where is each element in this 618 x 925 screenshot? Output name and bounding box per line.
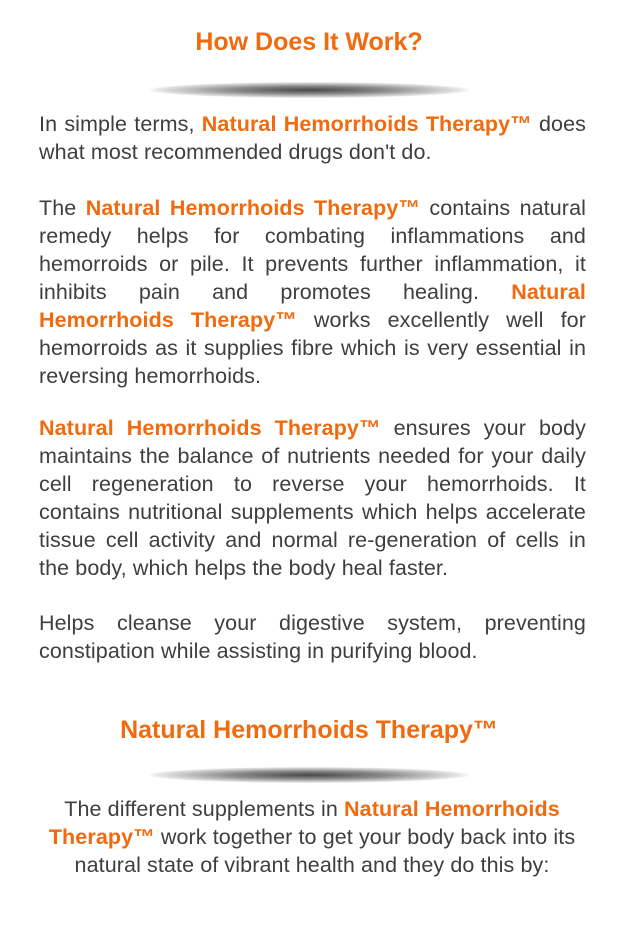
section-title-product: Natural Hemorrhoids Therapy™	[120, 716, 498, 744]
paragraph-text: ensures your body maintains the balance of nutrients needed for your daily cell regeneration to reverse your hemorrhoids. It contains nutritional supplements which helps accelerate tissue cell activity and normal re-generation of cells in the body, which helps the body heal faster.	[39, 416, 586, 580]
paragraph-contains	[39, 194, 586, 390]
paragraph-text: Helps cleanse your digestive system, preventing constipation while assisting in purifying blood.	[39, 611, 586, 663]
paragraph-intro	[39, 110, 586, 166]
section-title-how-it-works: How Does It Work?	[195, 28, 423, 56]
shadow-divider	[149, 82, 469, 98]
paragraph-text: work together to get your body back into its natural state of vibrant health and they do this by:	[74, 825, 576, 877]
paragraph-nutrients	[39, 414, 586, 582]
brand-name: Natural Hemorrhoids Therapy™	[39, 280, 586, 332]
paragraph-text: does what most recommended drugs don't do.	[39, 112, 586, 164]
paragraph-text: works excellently well for hemorroids as it supplies fibre which is very essential in reversing hemorrhoids.	[39, 308, 586, 388]
paragraph-cleanse	[39, 609, 586, 665]
shadow-divider	[149, 767, 469, 783]
paragraph-text: contains natural remedy helps for combating inflammations and hemorroids or pile. It prevents further inflammation, it inhibits pain and promotes healing.	[39, 196, 587, 304]
brand-name: Natural Hemorrhoids Therapy™	[39, 416, 381, 440]
paragraph-text: In simple terms,	[39, 112, 202, 136]
brand-name: Natural Hemorrhoids Therapy™	[48, 797, 560, 849]
brand-name: Natural Hemorrhoids Therapy™	[201, 112, 532, 136]
paragraph-text: The different supplements in	[64, 797, 345, 821]
paragraph-text: The	[39, 196, 86, 220]
brand-name: Natural Hemorrhoids Therapy™	[85, 196, 420, 220]
paragraph-supplements	[36, 795, 588, 879]
